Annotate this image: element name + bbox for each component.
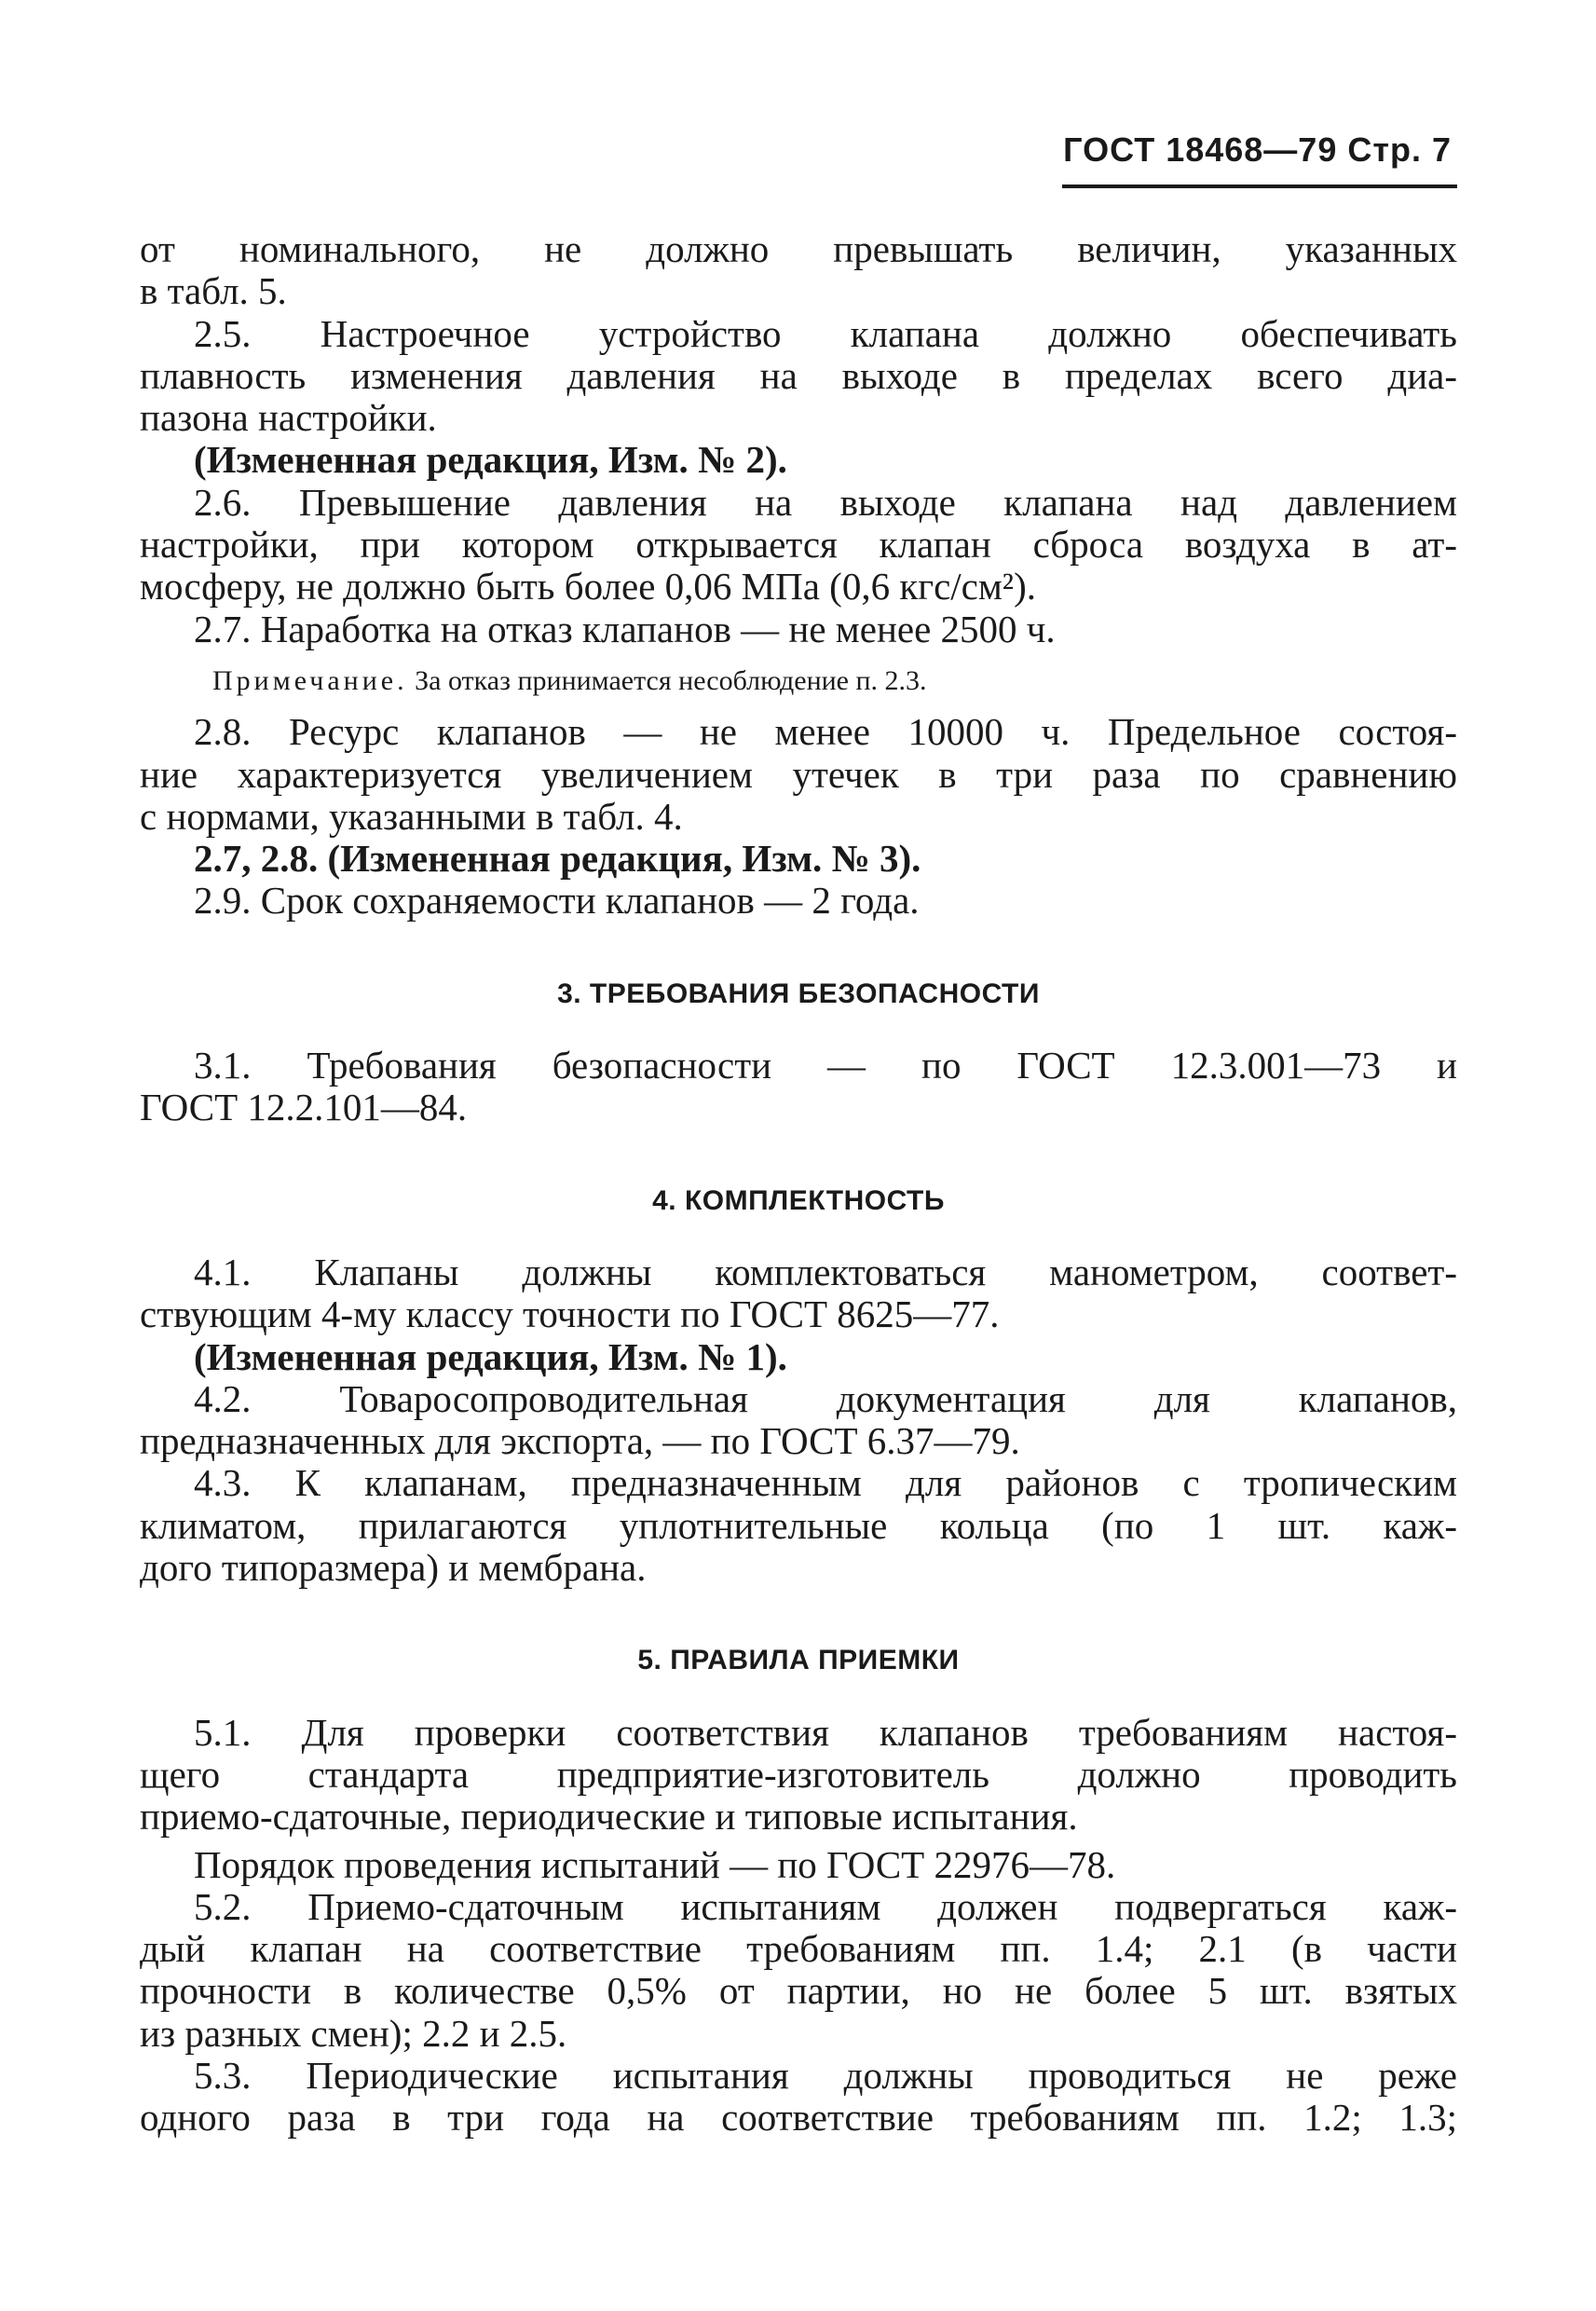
clause-5-3: 5.3. Периодические испытания должны проводиться не реже	[194, 2053, 1457, 2097]
page-header: ГОСТ 18468—79 Стр. 7	[1063, 130, 1452, 169]
text-line: ние характеризуется увеличением утечек в три раза по сравнению	[140, 752, 1457, 796]
document-body	[140, 228, 1457, 2140]
text-line: дого типоразмера) и мембрана.	[140, 1546, 647, 1590]
text-line: в табл. 5.	[140, 269, 287, 313]
spacer	[140, 1682, 1457, 1712]
section-heading-5: 5. ПРАВИЛА ПРИЕМКИ	[637, 1645, 960, 1676]
spacer	[140, 923, 1457, 973]
amendment-note: (Измененная редакция, Изм. № 1).	[194, 1334, 787, 1378]
text-line: плавность изменения давления на выходе в пределах всего диа-	[140, 353, 1457, 397]
text-line: от номинального, не должно превышать величин, указанных	[140, 227, 1457, 270]
spacer	[140, 1129, 1457, 1180]
clause-2-5: 2.5. Настроечное устройство клапана должно обеспечивать	[194, 311, 1457, 355]
clause-4-3: 4.3. К клапанам, предназначенным для районов с тропическим	[194, 1461, 1457, 1505]
text-line: с нормами, указанными в табл. 4.	[140, 794, 683, 838]
spacer	[140, 1222, 1457, 1251]
footnote	[212, 660, 1457, 702]
text-line: одного раза в три года на соответствие требованиям пп. 1.2; 1.3;	[140, 2096, 1457, 2140]
text-line: прочности в количестве 0,5% от партии, но не более 5 шт. взятых	[140, 1969, 1457, 2013]
clause-2-6: 2.6. Превышение давления на выходе клапана над давлением	[194, 480, 1457, 524]
text-line: настройки, при котором открывается клапан сброса воздуха в ат-	[140, 523, 1457, 567]
note-label: Примечание.	[212, 664, 408, 696]
clause-5-2: 5.2. Приемо-сдаточным испытаниям должен подвергаться каж-	[194, 1884, 1457, 1928]
text-line: щего стандарта предприятие-изготовитель должно проводить	[140, 1752, 1457, 1796]
spacer	[140, 1589, 1457, 1639]
clause-2-9: 2.9. Срок сохраняемости клапанов — 2 года.	[194, 879, 920, 923]
header-rule	[1062, 185, 1457, 188]
clause-3-1: 3.1. Требования безопасности — по ГОСТ 12.3.001—73 и	[194, 1044, 1457, 1087]
amendment-note: (Измененная редакция, Изм. № 2).	[194, 438, 787, 482]
amendment-note: 2.7, 2.8. (Измененная редакция, Изм. № 3).	[194, 837, 921, 881]
text-line: ствующим 4-му классу точности по ГОСТ 8625—77.	[140, 1292, 1000, 1336]
text-line: приемо-сдаточные, периодические и типовые испытания.	[140, 1795, 1078, 1839]
clause-4-1: 4.1. Клапаны должны комплектоваться манометром, соответ-	[194, 1250, 1457, 1293]
spacer	[140, 1015, 1457, 1045]
section-heading-3: 3. ТРЕБОВАНИЯ БЕЗОПАСНОСТИ	[557, 978, 1040, 1009]
text-line: из разных смен); 2.2 и 2.5.	[140, 2011, 567, 2055]
clause-2-8: 2.8. Ресурс клапанов — не менее 10000 ч. Предельное состоя-	[194, 710, 1457, 754]
text-line: ГОСТ 12.2.101—84.	[140, 1086, 468, 1129]
text-line: пазона настройки.	[140, 396, 437, 440]
text-line: климатом, прилагаются уплотнительные кольца (по 1 шт. каж-	[140, 1503, 1457, 1547]
clause-4-2: 4.2. Товаросопроводительная документация для клапанов,	[194, 1376, 1457, 1420]
text-line: дый клапан на соответствие требованиям пп. 1.4; 2.1 (в части	[140, 1927, 1457, 1971]
text-line: мосферу, не должно быть более 0,06 МПа (0,6 кгс/см²).	[140, 565, 1036, 609]
clause-5-1: 5.1. Для проверки соответствия клапанов требованиям настоя-	[194, 1710, 1457, 1754]
test-procedure-line: Порядок проведения испытаний — по ГОСТ 22976—78.	[194, 1842, 1116, 1886]
clause-2-7: 2.7. Наработка на отказ клапанов — не менее 2500 ч.	[194, 607, 1056, 650]
text-line: предназначенных для экспорта, — по ГОСТ 6.37—79.	[140, 1419, 1020, 1463]
note-text: За отказ принимается несоблюдение п. 2.3.	[407, 664, 927, 696]
spacer	[140, 650, 1457, 660]
section-heading-4: 4. КОМПЛЕКТНОСТЬ	[652, 1184, 945, 1216]
